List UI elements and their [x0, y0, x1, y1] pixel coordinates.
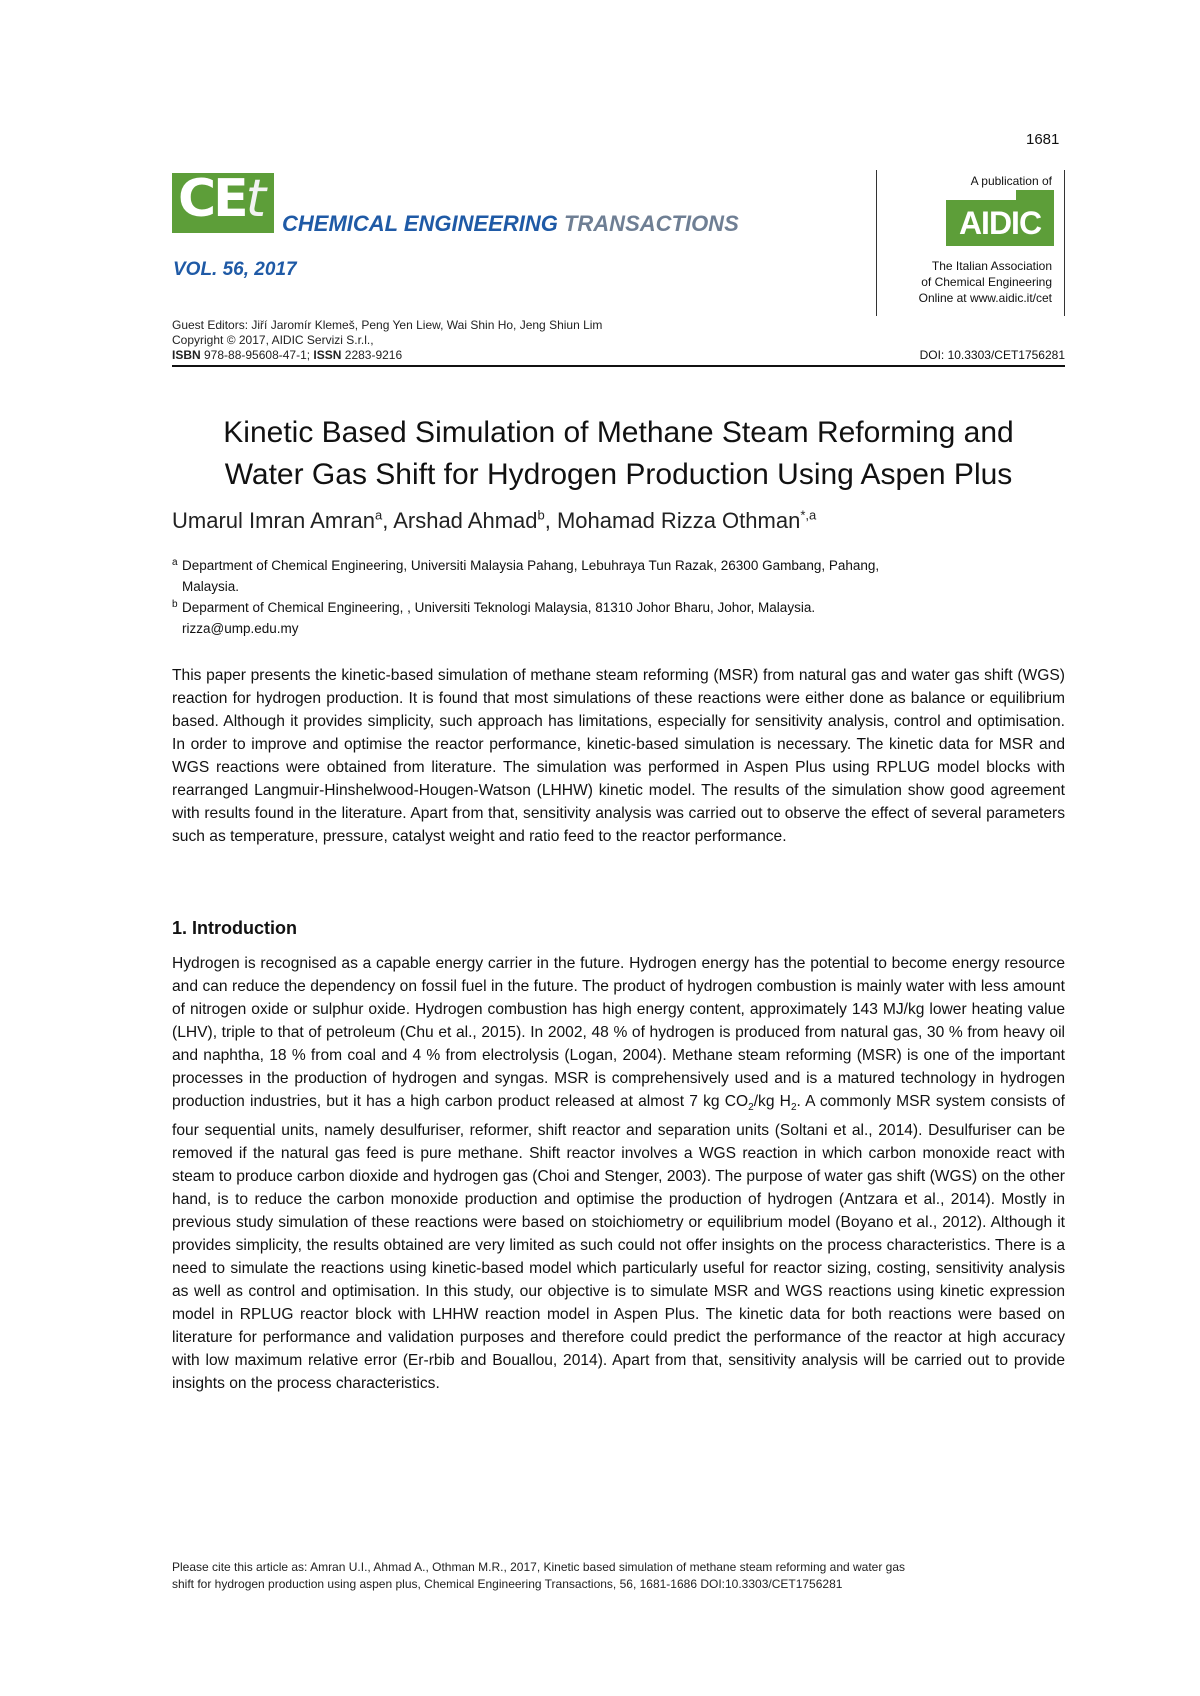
affiliation-a-cont: Malaysia. [182, 579, 240, 594]
abstract [172, 664, 1065, 848]
section-heading-introduction: 1. Introduction [172, 918, 297, 938]
association-line-3: Online at www.aidic.it/cet [918, 291, 1052, 305]
header-rule [172, 365, 1065, 367]
title-line-2: Water Gas Shift for Hydrogen Production Using Aspen Plus [224, 458, 1013, 491]
paper-title [172, 412, 1065, 496]
journal-title-light: TRANSACTIONS [563, 211, 739, 236]
issn-value: 2283-9216 [341, 348, 403, 362]
issn-label: ISSN [313, 348, 342, 362]
affiliation-a: a Department of Chemical Engineering, Universiti Malaysia Pahang, Lebuhraya Tun Razak, 26300 Gambang, Pahang, [172, 557, 880, 573]
association-line-2: of Chemical Engineering [921, 275, 1052, 289]
citation-line-1: Please cite this article as: Amran U.I., Ahmad A., Othman M.R., 2017, Kinetic based simulation of methane steam reforming and water gas [172, 1560, 906, 1574]
volume-label: VOL. 56, 2017 [173, 259, 297, 280]
introduction-body [172, 952, 1065, 1395]
cet-logo-text [178, 173, 263, 229]
aidic-logo: AIDIC [946, 190, 1054, 246]
introduction-paragraph: Hydrogen is recognised as a capable energy carrier in the future. Hydrogen energy has the potential to become energy resource and can reduce the dependency on fossil fuel in the future. The product of hydrogen combustion is mainly water with less amount of nitrogen oxide or sulphur oxide. Hydrogen combustion has high energy content, approximately 143 MJ/kg lower heating value (LHV), triple to that of petroleum (Chu et al., 2015). In 2002, 48 % of hydrogen is produced from natural gas, 30 % from heavy oil and naphtha, 18 % from coal and 4 % from electrolysis (Logan, 2004). Methane steam reforming (MSR) is one of the important processes in the production of hydrogen and syngas. MSR is comprehensively used and is a matured technology in hydrogen production industries, but it has a high carbon product released at almost 7 kg $CO_2/kg$ $H_2$. A commonly MSR system consists of four sequential units, namely desulfuriser, reformer, shift reactor and separation units (Soltani et al., 2014). Desulfuriser can be removed if the natural gas feed is pure methane. Shift reactor involves a WGS reaction in which carbon monoxide react with steam to produce carbon dioxide and hydrogen gas (Choi and Stenger, 2003). The purpose of water gas shift (WGS) on the other hand, is to reduce the carbon monoxide production and optimise the production of hydrogen (Antzara et al., 2014). Mostly in previous study simulation of these reactions were based on stoichiometry or equilibrium model (Boyano et al., 2012). Although it provides simplicity, the results obtained are very limited as such could not offer insights on the process characteristics. There is a need to simulate the reactions using kinetic-based model which particularly useful for reactor sizing, costing, sensitivity analysis as well as control and optimisation. In this study, our objective is to simulate MSR and WGS reactions using kinetic expression model in RPLUG reactor block with LHHW reaction model in Aspen Plus. The kinetic data for both reactions were based on literature for performance and validation purposes and therefore could predict the performance of the reactor at high accuracy with low maximum relative error (Er-rbib and Bouallou, 2014). Apart from that, sensitivity analysis will be carried out to provide insights on the process characteristics. [172, 955, 1066, 1393]
association-info [880, 258, 1052, 306]
authors [172, 508, 816, 534]
cet-logo [172, 173, 274, 233]
isbn-value: 978-88-95608-47-1; [200, 348, 314, 362]
editors-block [172, 318, 602, 363]
journal-title [282, 211, 739, 237]
abstract-text: This paper presents the kinetic-based simulation of methane steam reforming (MSR) from natural gas and water gas shift (WGS) reaction for hydrogen production. It is found that most simulations of these reactions were either done as balance or equilibrium based. Although it provides simplicity, such approach has limitations, especially for sensitivity analysis, control and optimisation. In order to improve and optimise the reactor performance, kinetic-based simulation is necessary. The kinetic data for MSR and WGS reactions were obtained from literature. The simulation was performed in Aspen Plus using RPLUG model blocks with rearranged Langmuir-Hinshelwood-Hougen-Watson (LHHW) kinetic model. The results of the simulation show good agreement with results found in the literature. Apart from that, sensitivity analysis was carried out to observe the effect of several parameters such as temperature, pressure, catalyst weight and ratio feed to the reactor performance. [172, 667, 1065, 845]
publication-of: A publication of [970, 174, 1052, 188]
logo-text-main: CE [178, 173, 246, 229]
author-1: Umarul Imran Amran$^a$, [172, 508, 394, 534]
doi: DOI: 10.3303/CET1756281 [919, 348, 1065, 362]
page-number: 1681 [1026, 131, 1060, 148]
author-email[interactable]: rizza@ump.edu.my [182, 621, 299, 636]
header-divider-right [1064, 170, 1065, 316]
title-line-1: Kinetic Based Simulation of Methane Steam Reforming and [223, 416, 1014, 449]
copyright-line: Copyright © 2017, AIDIC Servizi S.r.l., [172, 333, 374, 347]
header-divider-left [876, 170, 877, 316]
citation-line-2: shift for hydrogen production using aspen plus, Chemical Engineering Transactions, 56, 1681-1686 DOI:10.3303/CET1756281 [172, 1577, 843, 1591]
editors-line: Guest Editors: Jiří Jaromír Klemeš, Peng Yen Liew, Wai Shin Ho, Jeng Shiun Lim [172, 318, 603, 332]
association-line-1: The Italian Association [931, 259, 1052, 273]
isbn-line [172, 348, 602, 363]
journal-title-bold: CHEMICAL ENGINEERING [282, 211, 558, 236]
affiliations [172, 555, 1065, 639]
logo-text-t: t [245, 173, 264, 229]
citation-footer [172, 1559, 1065, 1593]
affiliation-b: b Deparment of Chemical Engineering, , Universiti Teknologi Malaysia, 81310 Johor Bharu, Johor, Malaysia. [172, 599, 816, 615]
author-2: Arshad Ahmad$^b$, [393, 508, 557, 534]
isbn-label: ISBN [172, 348, 201, 362]
author-3: Mohamad Rizza Othman$^{*,a}$ [556, 508, 817, 534]
